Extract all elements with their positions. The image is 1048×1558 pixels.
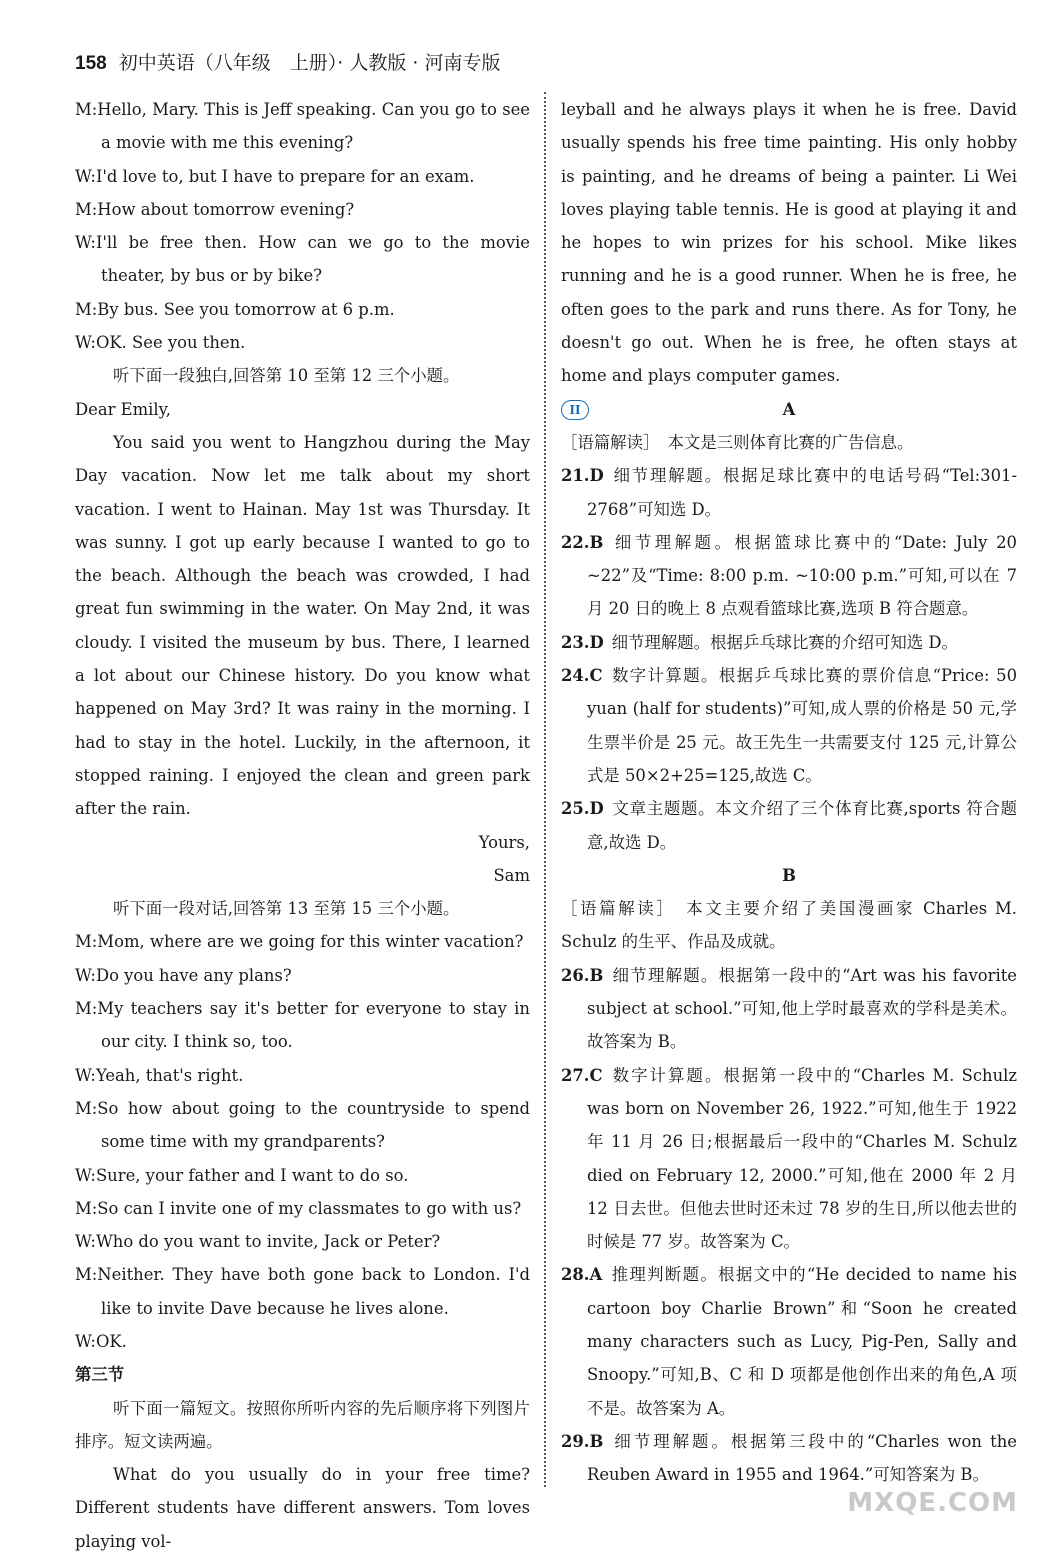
text-paragraph: 听下面一段独白,回答第 10 至第 12 三个小题。 — [113, 366, 460, 386]
answers-a-list — [561, 459, 1017, 859]
answer-explanation: 细节理解题。根据篮球比赛中的“Date: July 20 ~22”及“Time: 8:00 p.m. ~10:00 p.m.”可知,可以在 7 月 20 日的晚上 8 点观看篮球比赛,选项 B 符合题意。 — [587, 532, 1017, 619]
section-roman-badge: II — [561, 400, 589, 420]
answer-item — [561, 1059, 1017, 1259]
answer-label: 24.C — [561, 666, 603, 686]
text-paragraph: 听下面一篇短文。按照你所听内容的先后顺序将下列图片排序。短文读两遍。 — [75, 1398, 530, 1451]
answer-item — [561, 659, 1017, 792]
column-divider — [544, 92, 546, 1487]
text-paragraph: Dear Emily, — [75, 399, 171, 419]
text-paragraph: W:OK. See you then. — [75, 333, 246, 353]
answer-label: 22.B — [561, 532, 604, 552]
text-paragraph: W:I'd love to, but I have to prepare for an exam. — [75, 166, 475, 186]
listening-passage-continued: leyball and he always plays it when he is free. David usually spends his free time painting. His only hobby is painting, and he dreams of being a painter. Li Wei loves playing table tennis. He is good at playing it and he hopes to win prizes for his school. Mike likes running and he is a good runner. When he is free, he often goes to the park and runs there. As for Tony, he doesn't go out. When he is free, he often stays at home and plays computer games. — [561, 100, 1017, 386]
part-b-heading: B — [782, 865, 796, 885]
text-paragraph: W:Who do you want to invite, Jack or Peter? — [75, 1232, 441, 1252]
answer-label: 27.C — [561, 1065, 603, 1085]
right-column — [561, 93, 1017, 1491]
answer-explanation: 细节理解题。根据足球比赛中的电话号码“Tel:301-2768”可知选 D。 — [587, 466, 1017, 519]
answer-explanation: 细节理解题。根据第一段中的“Art was his favorite subject at school.”可知,他上学时最喜欢的学科是美术。故答案为 B。 — [587, 965, 1017, 1052]
section-two-heading — [561, 393, 1017, 426]
text-paragraph: 第三节 — [75, 1365, 125, 1385]
answer-label: 29.B — [561, 1431, 604, 1451]
answer-label: 23.D — [561, 632, 604, 652]
answer-item — [561, 526, 1017, 626]
book-title: 初中英语（八年级 上册）· 人教版 · 河南专版 — [118, 52, 501, 74]
watermark-logo: MXQE.COM — [847, 1488, 1018, 1518]
passage-b-intro: ［语篇解读］ 本文主要介绍了美国漫画家 Charles M. Schulz 的生平、作品及成就。 — [561, 899, 1017, 952]
part-a-heading: A — [782, 399, 796, 419]
text-paragraph: Yours, — [478, 832, 530, 852]
answer-label: 25.D — [561, 799, 604, 819]
text-paragraph: W:OK. — [75, 1331, 127, 1351]
answer-label: 28.A — [561, 1265, 603, 1285]
text-paragraph: M:Hello, Mary. This is Jeff speaking. Can you go to see a movie with me this evening? — [75, 100, 530, 153]
answer-item — [561, 459, 1017, 526]
answer-item — [561, 1258, 1017, 1424]
text-paragraph: M:Mom, where are we going for this winter vacation? — [75, 932, 524, 952]
answer-explanation: 细节理解题。根据第三段中的“Charles won the Reuben Award in 1955 and 1964.”可知答案为 B。 — [587, 1431, 1017, 1485]
text-paragraph: M:How about tomorrow evening? — [75, 199, 355, 219]
answer-explanation: 推理判断题。根据文中的“He decided to name his cartoon boy Charlie Brown”和“Soon he created many characters such as Lucy, Pig-Pen, Sally and Snoopy.”可知,B、C 和 D 项都是他创作出来的角色,A 项不是。故答案为 A。 — [587, 1265, 1017, 1418]
answer-label: 26.B — [561, 965, 604, 985]
answer-explanation: 数字计算题。根据第一段中的“Charles M. Schulz was born on November 26, 1922.”可知,他生于 1922 年 11 月 26 日;根据最后一段中的“Charles M. Schulz died on February 12, 2000.”可知,他在 2000 年 2 月 12 日去世。但他去世时还未过 78 岁的生日,所以他去世的时候是 77 岁。故答案为 C。 — [587, 1065, 1017, 1252]
answer-item — [561, 792, 1017, 859]
text-paragraph: M:By bus. See you tomorrow at 6 p.m. — [75, 299, 395, 319]
answers-b-list — [561, 959, 1017, 1492]
text-paragraph: What do you usually do in your free time? Different students have different answers. Tom loves playing vol- — [75, 1465, 530, 1551]
answer-explanation: 文章主题题。本文介绍了三个体育比赛,sports 符合题意,故选 D。 — [587, 799, 1017, 852]
page-number: 158 — [75, 53, 107, 74]
text-paragraph: You said you went to Hangzhou during the May Day vacation. Now let me talk about my short vacation. I went to Hainan. May 1st was Thursday. It was sunny. I got up early because I wanted to go to the beach. Although the beach was crowded, I had great fun swimming in the water. On May 2nd, it was cloudy. I visited the museum by bus. There, I learned a lot about our Chinese history. Do you know what happened on May 3rd? It was rainy in the morning. I had to stay in the hotel. Luckily, in the afternoon, it stopped raining. I enjoyed the clean and green park after the rain. — [75, 432, 530, 819]
answer-item — [561, 1425, 1017, 1492]
text-paragraph: M:Neither. They have both gone back to London. I'd like to invite Dave because he lives alone. — [75, 1265, 530, 1318]
answer-label: 21.D — [561, 466, 604, 486]
text-paragraph: M:So how about going to the countryside to spend some time with my grandparents? — [75, 1098, 530, 1152]
text-paragraph: W:Do you have any plans? — [75, 965, 292, 985]
text-paragraph: M:My teachers say it's better for everyone to stay in our city. I think so, too. — [75, 999, 530, 1052]
answer-explanation: 细节理解题。根据乒乓球比赛的介绍可知选 D。 — [611, 632, 958, 652]
text-paragraph: 听下面一段对话,回答第 13 至第 15 三个小题。 — [113, 899, 460, 919]
text-paragraph: W:Sure, your father and I want to do so. — [75, 1165, 409, 1185]
text-paragraph: M:So can I invite one of my classmates to go with us? — [75, 1198, 522, 1218]
left-column — [75, 93, 530, 1558]
answer-explanation: 数字计算题。根据乒乓球比赛的票价信息“Price: 50 yuan (half for students)”可知,成人票的价格是 50 元,学生票半价是 25 元。故王先生一共需要支付 125 元,计算公式是 50×2+25=125,故选 C。 — [587, 666, 1017, 785]
passage-a-intro: ［语篇解读］ 本文是三则体育比赛的广告信息。 — [561, 432, 914, 452]
text-paragraph: W:Yeah, that's right. — [75, 1065, 244, 1085]
text-paragraph: W:I'll be free then. How can we go to the movie theater, by bus or by bike? — [75, 233, 530, 286]
page-header — [75, 48, 500, 75]
answer-item — [561, 959, 1017, 1059]
answer-item — [561, 626, 1017, 659]
text-paragraph: Sam — [493, 865, 530, 885]
